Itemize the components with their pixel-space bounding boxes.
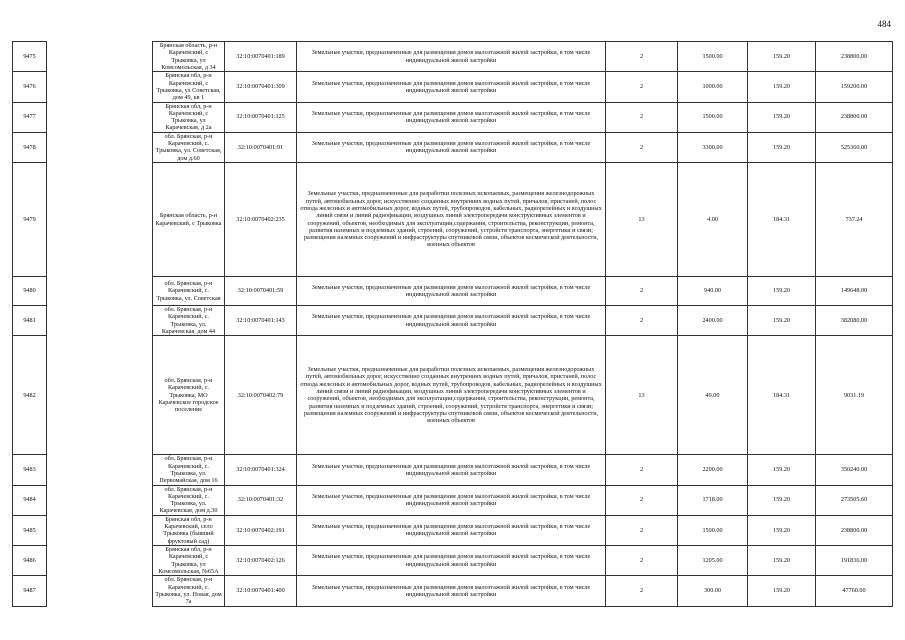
area-cell: 1500.00 xyxy=(678,42,748,72)
table-body xyxy=(13,42,893,607)
address-cell: обл. Брянская, р-н Карачевский, с. Трыковка, ул. Советская xyxy=(153,277,225,306)
table-row xyxy=(13,576,893,606)
cadastral-number-cell: 32:10:0070402:191 xyxy=(225,515,297,545)
column-gap xyxy=(47,515,153,545)
table-row xyxy=(13,72,893,102)
group-cell: 2 xyxy=(606,72,678,102)
cadastral-number-cell: 32:10:0070401:309 xyxy=(225,72,297,102)
row-number: 9479 xyxy=(13,163,47,277)
cadastral-number-cell: 32:10:0070401:125 xyxy=(225,102,297,132)
rate-cell: 184.31 xyxy=(748,163,816,277)
rate-cell: 159.20 xyxy=(748,72,816,102)
column-gap xyxy=(47,132,153,162)
area-cell: 2400.00 xyxy=(678,306,748,336)
group-cell: 13 xyxy=(606,336,678,455)
area-cell: 2200.00 xyxy=(678,455,748,485)
rate-cell: 159.20 xyxy=(748,485,816,515)
row-number: 9476 xyxy=(13,72,47,102)
cadastral-value-cell: 382080.00 xyxy=(816,306,893,336)
row-number: 9487 xyxy=(13,576,47,606)
rate-cell: 159.20 xyxy=(748,132,816,162)
group-cell: 2 xyxy=(606,277,678,306)
cadastral-number-cell: 32:10:0070402:235 xyxy=(225,163,297,277)
area-cell: 940.00 xyxy=(678,277,748,306)
permitted-use-cell: Земельные участки, предназначенные для размещения домов малоэтажной жилой застройки, в том числе индивидуальной жилой застройки xyxy=(297,576,606,606)
area-cell: 1000.00 xyxy=(678,72,748,102)
permitted-use-cell: Земельные участки, предназначенные для размещения домов малоэтажной жилой застройки, в том числе индивидуальной жилой застройки xyxy=(297,455,606,485)
cadastral-value-cell: 273505.60 xyxy=(816,485,893,515)
table-row xyxy=(13,515,893,545)
cadastral-value-table xyxy=(12,41,893,607)
permitted-use-cell: Земельные участки, предназначенные для размещения домов малоэтажной жилой застройки, в том числе индивидуальной жилой застройки xyxy=(297,546,606,576)
cadastral-number-cell: 32:10:0070401:324 xyxy=(225,455,297,485)
table-row xyxy=(13,455,893,485)
area-cell: 1500.00 xyxy=(678,515,748,545)
group-cell: 13 xyxy=(606,163,678,277)
group-cell: 2 xyxy=(606,515,678,545)
row-number: 9484 xyxy=(13,485,47,515)
row-number: 9482 xyxy=(13,336,47,455)
cadastral-value-cell: 525360.00 xyxy=(816,132,893,162)
cadastral-value-cell: 9031.19 xyxy=(816,336,893,455)
column-gap xyxy=(47,42,153,72)
rate-cell: 159.20 xyxy=(748,277,816,306)
address-cell: Брянская обл, р-н Карачевский, с Трыковка, ул Комсомольская, №65А xyxy=(153,546,225,576)
table-row xyxy=(13,306,893,336)
address-cell: обл. Брянская, р-н Карачевский, с. Трыковка, ул. Карачевская, дом 44 xyxy=(153,306,225,336)
rate-cell: 159.20 xyxy=(748,576,816,606)
address-cell: Брянская область, р-н Карачевский, с Трыковка, ул Комсомольская, д 34 xyxy=(153,42,225,72)
area-cell: 300.00 xyxy=(678,576,748,606)
row-number: 9486 xyxy=(13,546,47,576)
rate-cell: 159.20 xyxy=(748,102,816,132)
row-number: 9483 xyxy=(13,455,47,485)
area-cell: 49.00 xyxy=(678,336,748,455)
permitted-use-cell: Земельные участки, предназначенные для размещения домов малоэтажной жилой застройки, в том числе индивидуальной жилой застройки xyxy=(297,485,606,515)
group-cell: 2 xyxy=(606,576,678,606)
column-gap xyxy=(47,455,153,485)
permitted-use-cell: Земельные участки, предназначенные для разработки полезных ископаемых, размещения железнодорожных путей, автомобильных дорог, искусственно созданных внутренних водных путей, причалов, пристаней, полос отвода железных и автомобильных дорог, водных путей, трубопроводов, кабельных, радиорелейных и воздушных линий связи и линий радиофикации, воздушных линий электропередачи конструктивных элементов и сооружений, объектов, необходимых для эксплуатации,содержания, строительства, реконструкции, ремонта, развития наземных и подземных зданий, строений, сооружений, устройств транспорта, энергетики и связи; размещения наземных сооружений и инфраструктуры спутниковой связи, объектов космической деятельности, военных объектов xyxy=(297,163,606,277)
group-cell: 2 xyxy=(606,132,678,162)
column-gap xyxy=(47,485,153,515)
address-cell: обл. Брянская, р-н Карачевский, с. Трыковка, ул. Новая, дом 7а xyxy=(153,576,225,606)
permitted-use-cell: Земельные участки, предназначенные для размещения домов малоэтажной жилой застройки, в том числе индивидуальной жилой застройки xyxy=(297,515,606,545)
cadastral-value-cell: 737.24 xyxy=(816,163,893,277)
column-gap xyxy=(47,306,153,336)
cadastral-value-cell: 159200.00 xyxy=(816,72,893,102)
cadastral-value-cell: 238800.00 xyxy=(816,42,893,72)
address-cell: Брянская обл, р-н Карачевский, село Трыковка (бывший фруктовый сад) xyxy=(153,515,225,545)
column-gap xyxy=(47,576,153,606)
cadastral-number-cell: 32:10:0070401:59 xyxy=(225,277,297,306)
group-cell: 2 xyxy=(606,455,678,485)
table-row xyxy=(13,42,893,72)
permitted-use-cell: Земельные участки, предназначенные для размещения домов малоэтажной жилой застройки, в том числе индивидуальной жилой застройки xyxy=(297,306,606,336)
table-row xyxy=(13,485,893,515)
cadastral-value-cell: 149648.00 xyxy=(816,277,893,306)
table-row xyxy=(13,277,893,306)
table-row xyxy=(13,102,893,132)
address-cell: обл. Брянская, р-н Карачевский, с. Трыковка, ул. Первомайская, дом 16 xyxy=(153,455,225,485)
group-cell: 2 xyxy=(606,306,678,336)
area-cell: 1205.00 xyxy=(678,546,748,576)
column-gap xyxy=(47,102,153,132)
table-row xyxy=(13,132,893,162)
page-number: 484 xyxy=(877,19,891,29)
group-cell: 2 xyxy=(606,546,678,576)
address-cell: Брянская обл, р-н Карачевский, с Трыковка, ул Советская, дом 49, кв 1 xyxy=(153,72,225,102)
row-number: 9478 xyxy=(13,132,47,162)
group-cell: 2 xyxy=(606,102,678,132)
cadastral-number-cell: 32:10:0070402:126 xyxy=(225,546,297,576)
row-number: 9475 xyxy=(13,42,47,72)
row-number: 9480 xyxy=(13,277,47,306)
row-number: 9477 xyxy=(13,102,47,132)
table-row xyxy=(13,336,893,455)
column-gap xyxy=(47,72,153,102)
address-cell: обл. Брянская, р-н Карачевский, с. Трыковка, ул. Советская, дом д.60 xyxy=(153,132,225,162)
permitted-use-cell: Земельные участки, предназначенные для размещения домов малоэтажной жилой застройки, в том числе индивидуальной жилой застройки xyxy=(297,102,606,132)
column-gap xyxy=(47,163,153,277)
cadastral-number-cell: 32:10:0070401:400 xyxy=(225,576,297,606)
table-row xyxy=(13,546,893,576)
rate-cell: 159.20 xyxy=(748,546,816,576)
area-cell: 1718.00 xyxy=(678,485,748,515)
area-cell: 3300.00 xyxy=(678,132,748,162)
cadastral-number-cell: 32:10:0070401:143 xyxy=(225,306,297,336)
cadastral-value-cell: 238800.00 xyxy=(816,102,893,132)
address-cell: обл. Брянская, р-н Карачевский, с. Трыковка, ул. Карачевская, дом д.30 xyxy=(153,485,225,515)
permitted-use-cell: Земельные участки, предназначенные для разработки полезных ископаемых, размещения железнодорожных путей, автомобильных дорог, искусственно созданных внутренних водных путей, причалов, пристаней, полос отвода железных и автомобильных дорог, водных путей, трубопроводов, кабельных, радиорелейных и воздушных линий связи и линий радиофикации, воздушных линий электропередачи конструктивных элементов и сооружений, объектов, необходимых для эксплуатации,содержания, строительства, реконструкции, ремонта, развития наземных и подземных зданий, строений, сооружений, устройств транспорта, энергетики и связи; размещения наземных сооружений и инфраструктуры спутниковой связи, объектов космической деятельности, военных объектов xyxy=(297,336,606,455)
rate-cell: 159.20 xyxy=(748,306,816,336)
column-gap xyxy=(47,546,153,576)
row-number: 9485 xyxy=(13,515,47,545)
area-cell: 4.00 xyxy=(678,163,748,277)
row-number: 9481 xyxy=(13,306,47,336)
rate-cell: 159.20 xyxy=(748,515,816,545)
cadastral-value-cell: 238800.00 xyxy=(816,515,893,545)
address-cell: обл. Брянская, р-н Карачевский, с. Трыковка, МО Карачевское городское поселение xyxy=(153,336,225,455)
cadastral-value-cell: 191836.00 xyxy=(816,546,893,576)
permitted-use-cell: Земельные участки, предназначенные для размещения домов малоэтажной жилой застройки, в том числе индивидуальной жилой застройки xyxy=(297,132,606,162)
area-cell: 1500.00 xyxy=(678,102,748,132)
column-gap xyxy=(47,336,153,455)
cadastral-number-cell: 32:10:0070401:189 xyxy=(225,42,297,72)
group-cell: 2 xyxy=(606,485,678,515)
column-gap xyxy=(47,277,153,306)
cadastral-number-cell: 32:10:0070401:32 xyxy=(225,485,297,515)
permitted-use-cell: Земельные участки, предназначенные для размещения домов малоэтажной жилой застройки, в том числе индивидуальной жилой застройки xyxy=(297,277,606,306)
permitted-use-cell: Земельные участки, предназначенные для размещения домов малоэтажной жилой застройки, в том числе индивидуальной жилой застройки xyxy=(297,42,606,72)
permitted-use-cell: Земельные участки, предназначенные для размещения домов малоэтажной жилой застройки, в том числе индивидуальной жилой застройки xyxy=(297,72,606,102)
address-cell: Брянская обл, р-н Карачевский, с Трыковка, ул Карачевская, д 2а xyxy=(153,102,225,132)
rate-cell: 159.20 xyxy=(748,42,816,72)
cadastral-value-cell: 47760.00 xyxy=(816,576,893,606)
address-cell: Брянская область, р-н Карачевский, с Трыковка xyxy=(153,163,225,277)
cadastral-value-cell: 350240.00 xyxy=(816,455,893,485)
group-cell: 2 xyxy=(606,42,678,72)
cadastral-number-cell: 32:10:0070401:91 xyxy=(225,132,297,162)
rate-cell: 184.31 xyxy=(748,336,816,455)
rate-cell: 159.20 xyxy=(748,455,816,485)
cadastral-number-cell: 32:10:0070402:79 xyxy=(225,336,297,455)
table-row xyxy=(13,163,893,277)
